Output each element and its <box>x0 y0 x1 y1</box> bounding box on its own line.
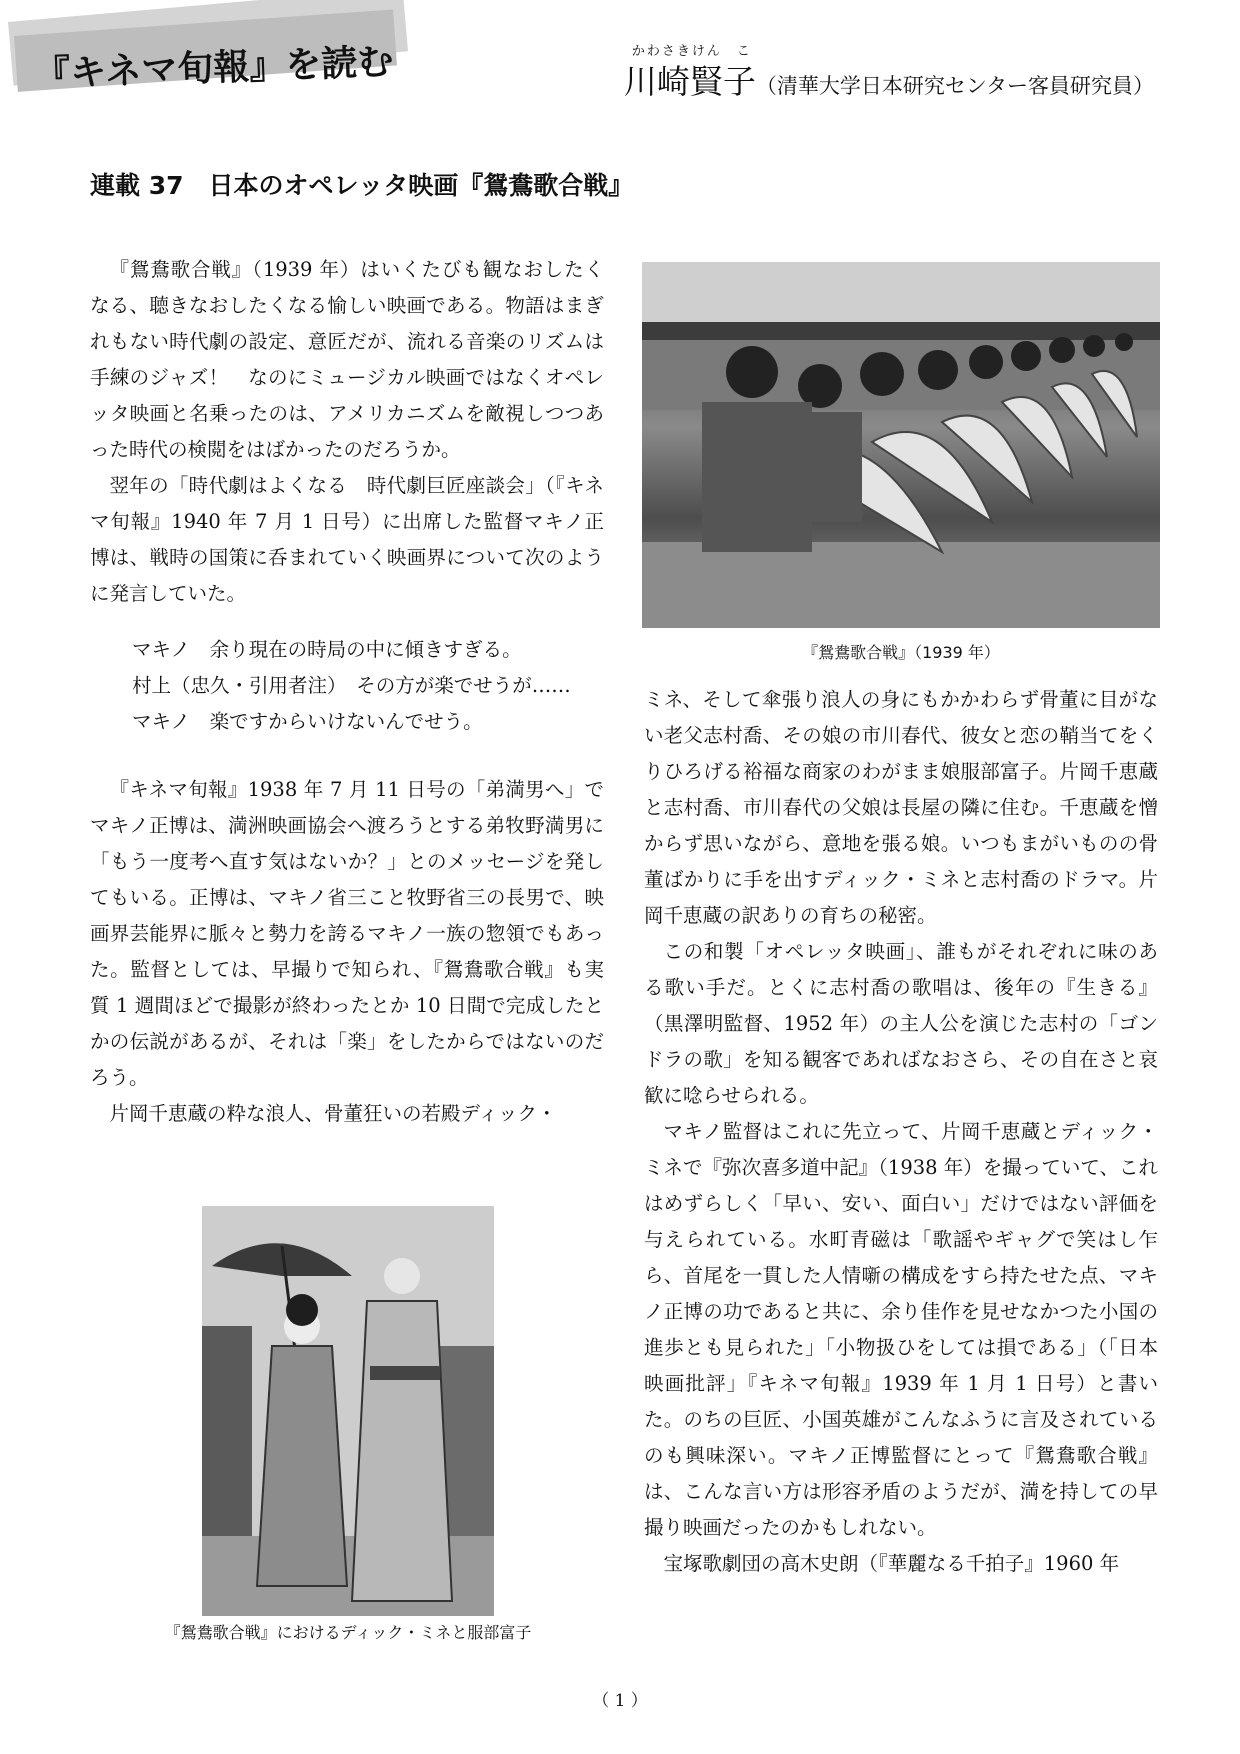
body-paragraph: 片岡千恵蔵の粋な浪人、骨董狂いの若殿ディック・ <box>109 1102 557 1125</box>
body-paragraph: 翌年の「時代劇はよくなる 時代劇巨匠座談会」（『キネマ旬報』1940 年 7 月 1 日号）に出席した監督マキノ正博は、戦時の国策に呑まれていく映画界について次のように発言していた。 <box>90 474 604 605</box>
body-paragraph: 『キネマ旬報』1938 年 7 月 11 日号の「弟満男へ」でマキノ正博は、満洲映画協会へ渡ろうとする弟牧野満男に「もう一度考へ直す気はないか？」とのメッセージを発してもいる。正博は、マキノ省三こと牧野省三の長男で、映画界芸能界に脈々と勢力を誇るマキノ一族の惣領でもあった。監督としては、早撮りで知られ、『鴛鴦歌合戦』も実質 1 週間ほどで撮影が終わったとか 10 日間で完成したとかの伝説があるが、それは「楽」をしたからではないのだろう。 <box>90 778 604 1089</box>
body-paragraph: 宝塚歌劇団の高木史朗（『華麗なる千拍子』1960 年 <box>663 1552 1120 1575</box>
film-still-illustration <box>642 262 1160 628</box>
quote-line: マキノ 楽ですからいけないんでせう。 <box>132 710 483 733</box>
quote-line: 村上（忠久・引用者注） その方が楽でせうが…… <box>132 674 571 697</box>
body-paragraph: 『鴛鴦歌合戦』（1939 年）はいくたびも観なおしたくなる、聴きなおしたくなる愉しい映画である。物語はまぎれもない時代劇の設定、意匠だが、流れる音楽のリズムは手練のジャズ！ なのにミュージカル映画ではなくオペレッタ映画と名乗ったのは、アメリカニズムを敵視しつつあった時代の検閲をはばかったのだろうか。 <box>90 258 604 461</box>
author-block <box>624 40 1154 103</box>
author-name: 川崎賢子 <box>623 62 756 101</box>
actors-photo <box>202 1206 494 1616</box>
body-paragraph: この和製「オペレッタ映画」、誰もがそれぞれに味のある歌い手だ。とくに志村喬の歌唱は、後年の『生きる』（黒澤明監督、1952 年）の主人公を演じた志村の「ゴンドラの歌」を知る観客であればなおさら、その自在さと哀歓に唸らせられる。 <box>644 940 1158 1107</box>
author-ruby: かわさきけん こ <box>631 44 752 59</box>
quote-line: マキノ 余り現在の時局の中に傾きすぎる。 <box>132 638 522 661</box>
author-affiliation: （清華大学日本研究センター客員研究員） <box>755 74 1154 98</box>
article-title: 連載 37 日本のオペレッタ映画『鴛鴦歌合戦』 <box>90 171 634 200</box>
actors-illustration <box>202 1206 494 1616</box>
left-column <box>90 252 604 1132</box>
photo-2-caption: 『鴛鴦歌合戦』におけるディック・ミネと服部富子 <box>164 1623 532 1642</box>
film-still-photo <box>642 262 1160 628</box>
photo-1-caption: 『鴛鴦歌合戦』（1939 年） <box>802 643 1000 662</box>
page-number: （ 1 ） <box>592 1691 648 1711</box>
series-banner <box>8 14 408 100</box>
body-paragraph: マキノ監督はこれに先立って、片岡千恵蔵とディック・ミネで『弥次喜多道中記』（1938 年）を撮っていて、これはめずらしく「早い、安い、面白い」だけではない評価を与えられている。水町青磁は「歌謡やギャグで笑はし乍ら、首尾を一貫した人情噺の構成をすら持たせた点、マキノ正博の功であると共に、余り佳作を見せなかつた小国の進歩とも見られた」「小物扱ひをしては損である」（「日本映画批評」『キネマ旬報』1939 年 1 月 1 日号）と書いた。のちの巨匠、小国英雄がこんなふうに言及されているのも興味深い。マキノ正博監督にとって『鴛鴦歌合戦』は、こんな言い方は形容矛盾のようだが、満を持しての早撮り映画だったのかもしれない。 <box>644 1120 1158 1539</box>
right-column <box>644 682 1158 1582</box>
quote-block <box>90 632 604 740</box>
body-paragraph: ミネ、そして傘張り浪人の身にもかかわらず骨董に目がない老父志村喬、その娘の市川春代、彼女と恋の鞘当てをくりひろげる裕福な商家のわがまま娘服部富子。片岡千恵蔵と志村喬、市川春代の父娘は長屋の隣に住む。千恵蔵を憎からず思いながら、意地を張る娘。いつもまがいものの骨董ばかりに手を出すディック・ミネと志村喬のドラマ。片岡千恵蔵の訳ありの育ちの秘密。 <box>644 688 1158 927</box>
series-title: 『キネマ旬報』を読む <box>33 41 394 96</box>
